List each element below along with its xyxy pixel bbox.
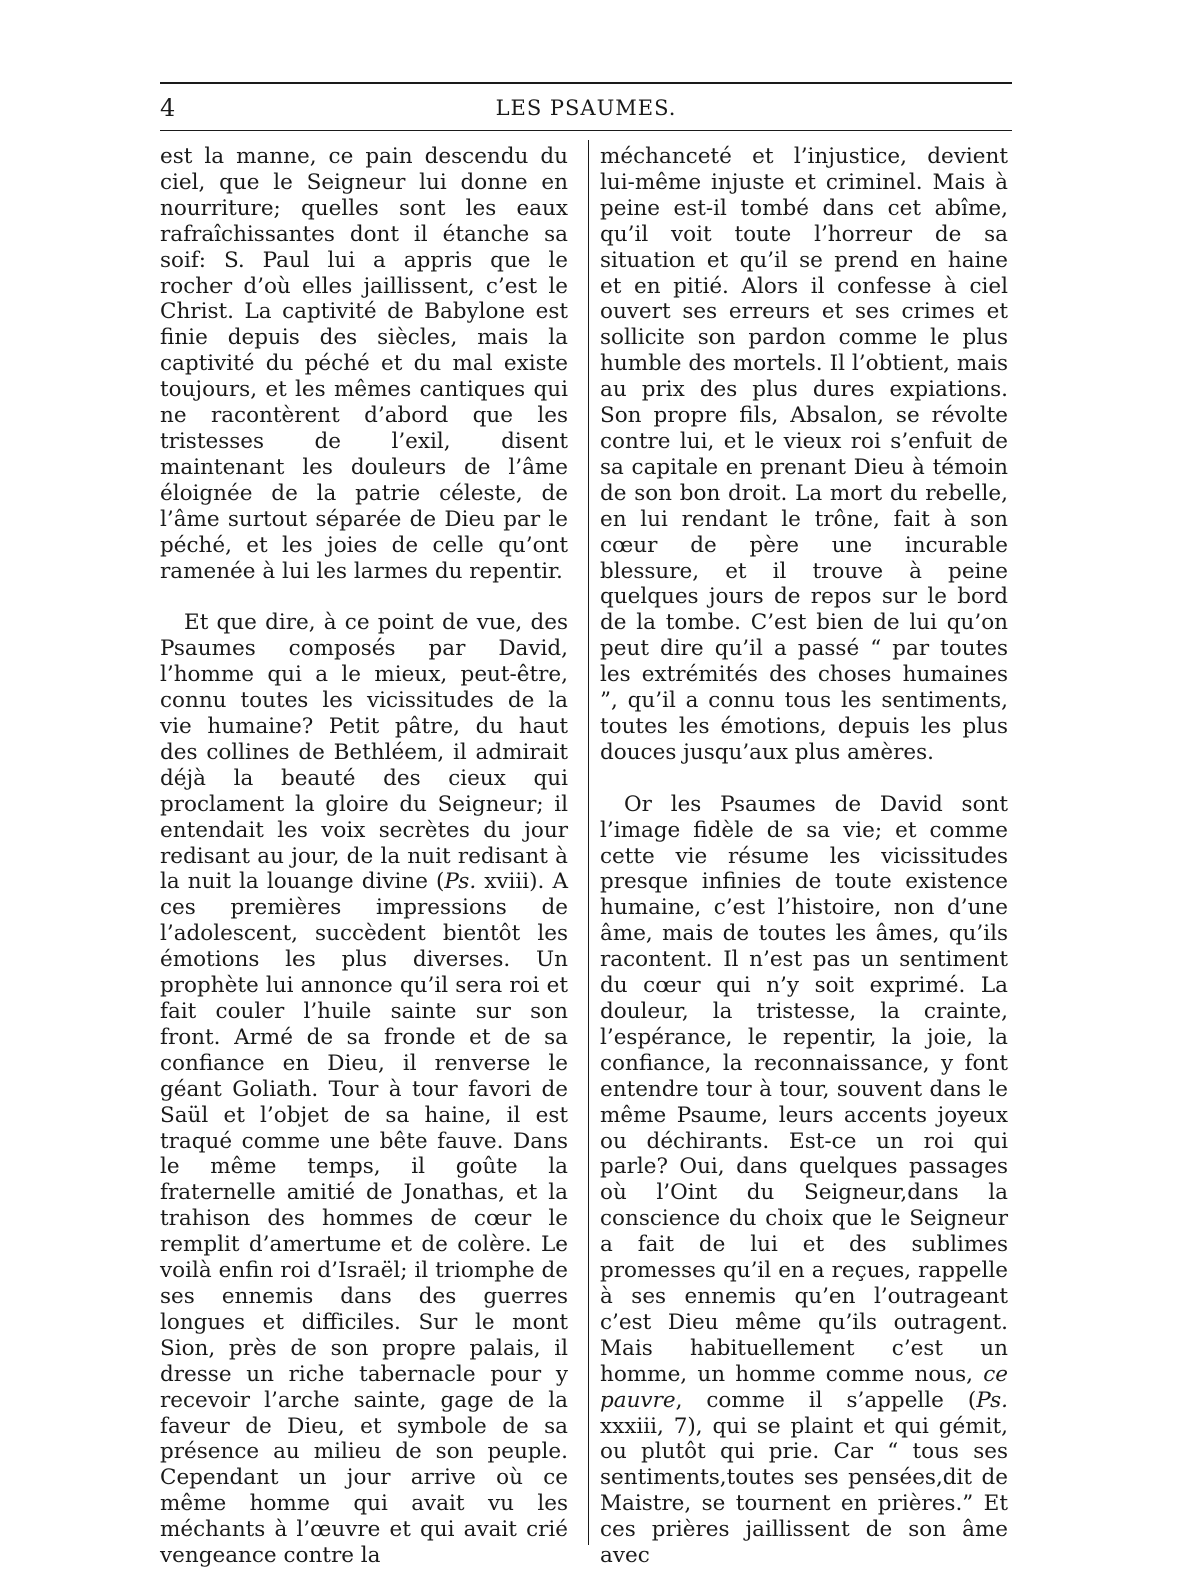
top-rule xyxy=(160,82,1012,84)
left-paragraph-2-text-a: Et que dire, à ce point de vue, des Psaumes composés par David, l’homme qui a le mieux, peut-être, connu toutes les vicissitudes de la vie humaine? Petit pâtre, du haut des collines de Bethléem, il admirait déjà la beauté des cieux qui proclament la gloire du Seigneur; il entendait les voix secrètes du jour redisant au jour, de la nuit redisant à la nuit la louange divine ( xyxy=(160,610,568,895)
header-rule xyxy=(160,130,1012,131)
left-paragraph-2-text-b: xviii). A ces premières impressions de l’adolescent, succèdent bientôt les émotions les plus diverses. Un prophète lui annonce qu’il sera roi et fait couler l’huile sainte sur son front. Armé de sa fronde et de sa confiance en Dieu, il renverse le géant Goliath. Tour à tour favori de Saül et l’objet de sa haine, il est traqué comme une bête fauve. Dans le même temps, il goûte la fraternelle amitié de Jonathas, et la trahison des hommes de cœur le remplit d’amertume et de colère. Le voilà enfin roi d’Israël; il triomphe de ses ennemis dans des guerres longues et difficiles. Sur le mont Sion, près de son propre palais, il dresse un riche tabernacle pour y recevoir l’arche sainte, gage de la faveur de Dieu, et symbole de sa présence au milieu de son peuple. Cependant un jour arrive où ce même homme qui avait vu les méchants à l’œuvre et qui avait crié vengeance contre la xyxy=(160,869,568,1569)
right-paragraph-2-text-c: xxxiii, 7), qui se plaint et qui gémit, ou plutôt qui prie. Car “ tous ses sentiments,toutes ses pensées,dit de Maistre, se tournent en prières.” Et ces prières jaillissent de son âme avec xyxy=(600,1413,1008,1569)
psalm-reference-abbr: Ps. xyxy=(444,869,477,895)
left-column xyxy=(160,144,568,1569)
right-paragraph-2 xyxy=(600,792,1008,1569)
left-paragraph-1: est la manne, ce pain descendu du ciel, que le Seigneur lui donne en nourriture; quelles sont les eaux rafraîchissantes dont il étanche sa soif: S. Paul lui a appris que le rocher d’où elles jaillissent, c’est le Christ. La captivité de Babylone est finie depuis des siècles, mais la captivité du péché et du mal existe toujours, et les mêmes cantiques qui ne racontèrent d’abord que les tristesses de l’exil, disent maintenant les douleurs de l’âme éloignée de la patrie céleste, de l’âme surtout séparée de Dieu par le péché, et les joies de celle qu’ont ramenée à lui les larmes du repentir. xyxy=(160,144,568,584)
psalm-reference-abbr: Ps. xyxy=(976,1387,1008,1413)
running-header xyxy=(160,94,1012,128)
right-paragraph-2-text-a: Or les Psaumes de David sont l’image fidèle de sa vie; et comme cette vie résume les vicissitudes presque infinies de toute existence humaine, c’est l’histoire, non d’une âme, mais de toutes les âmes, qu’ils racontent. Il n’est pas un sentiment du cœur qui n’y soit exprimé. La douleur, la tristesse, la crainte, l’espérance, le repentir, la joie, la confiance, la reconnaissance, y font entendre tour à tour, souvent dans le même Psaume, leurs accents joyeux ou déchirants. Est-ce un roi qui parle? Oui, dans quelques passages où l’Oint du Seigneur,dans la conscience du choix que le Seigneur a fait de lui et des sublimes promesses qu’il en a reçues, rappelle à ses ennemis qu’en l’outrageant c’est Dieu même qu’ils outragent. Mais habituellement c’est un homme, un homme comme nous, xyxy=(600,791,1008,1387)
italic-quote: ce pauvre xyxy=(600,1361,1008,1413)
page-number: 4 xyxy=(160,94,176,122)
left-paragraph-2 xyxy=(160,610,568,1569)
right-column xyxy=(600,144,1008,1569)
column-divider xyxy=(588,140,589,1545)
right-paragraph-2-text-b: , comme il s’appelle ( xyxy=(675,1387,977,1413)
right-paragraph-1: méchanceté et l’injustice, devient lui-même injuste et criminel. Mais à peine est-il tombé dans cet abîme, qu’il voit toute l’horreur de sa situation et qu’il se prend en haine et en pitié. Alors il confesse à ciel ouvert ses erreurs et ses crimes et sollicite son pardon comme le plus humble des mortels. Il l’obtient, mais au prix des plus dures expiations. Son propre fils, Absalon, se révolte contre lui, et le vieux roi s’enfuit de sa capitale en prenant Dieu à témoin de son bon droit. La mort du rebelle, en lui rendant le trône, fait à son cœur de père une incurable blessure, et il trouve à peine quelques jours de repos sur le bord de la tombe. C’est bien de lui qu’on peut dire qu’il a passé “ par toutes les extrémités des choses humaines ”, qu’il a connu tous les sentiments, toutes les émotions, depuis les plus douces jusqu’aux plus amères. xyxy=(600,144,1008,765)
running-title: LES PSAUMES. xyxy=(495,96,677,120)
